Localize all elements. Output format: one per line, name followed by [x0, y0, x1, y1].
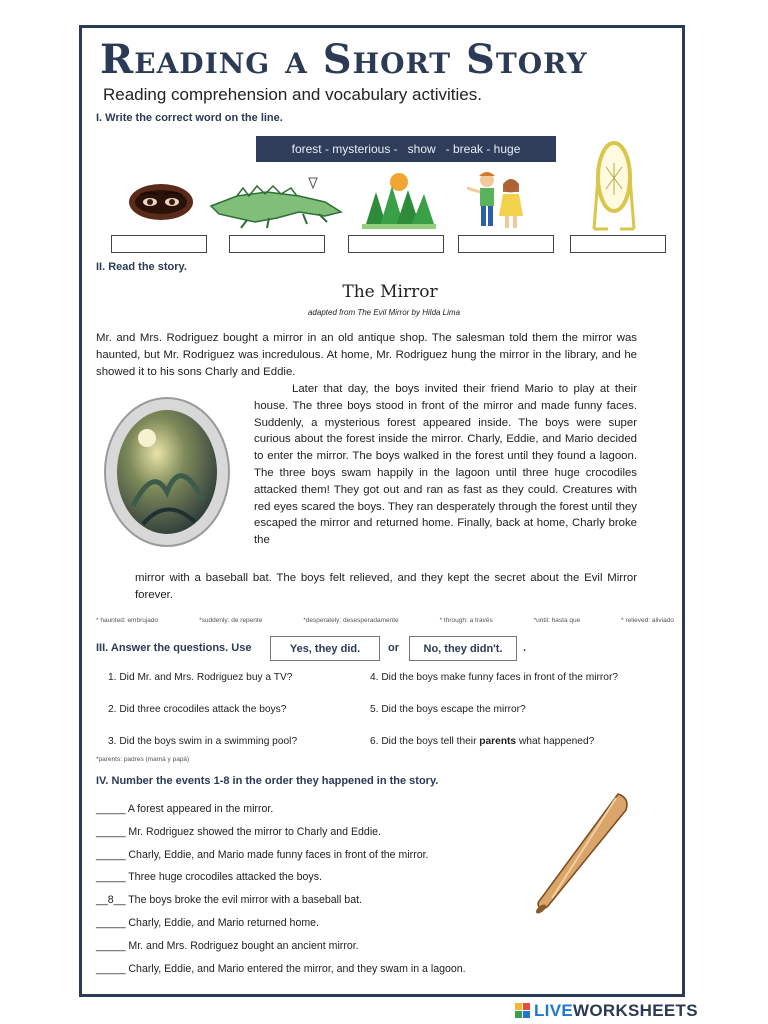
event-item: __8__ The boys broke the evil mirror with a baseball bat.	[96, 894, 362, 906]
eyes-picture	[128, 182, 194, 222]
gloss-item: * relieved: aliviado	[621, 617, 674, 624]
or-label: or	[388, 642, 399, 654]
parents-footnote: *parents: padres (mamá y papá)	[96, 756, 190, 763]
story-source: adapted from The Evil Mirror by Hilda Lima	[307, 308, 461, 317]
children-picture	[465, 170, 531, 232]
glossary	[96, 617, 674, 624]
answer-box-1[interactable]	[111, 235, 207, 253]
event-item: _____ Charly, Eddie, and Mario entered the mirror, and they swam in a lagoon.	[96, 963, 466, 975]
answer-box-3[interactable]	[348, 235, 444, 253]
answer-box-2[interactable]	[229, 235, 325, 253]
question-4: 4. Did the boys make funny faces in front of the mirror?	[370, 672, 619, 683]
answer-chip-no: No, they didn't.	[409, 636, 517, 661]
logo-icon	[515, 1003, 531, 1019]
section4-heading: IV. Number the events 1-8 in the order they happened in the story.	[96, 775, 439, 787]
section3-heading: III. Answer the questions. Use	[96, 642, 252, 654]
answer-box-5[interactable]	[570, 235, 666, 253]
standing-mirror-picture	[588, 137, 640, 233]
baseball-bat-picture	[532, 790, 636, 922]
event-item: _____ A forest appeared in the mirror.	[96, 803, 274, 815]
worksheet-subtitle: Reading comprehension and vocabulary activities.	[103, 85, 482, 104]
liveworksheets-logo	[515, 1000, 698, 1022]
answer-box-4[interactable]	[458, 235, 554, 253]
question-5: 5. Did the boys escape the mirror?	[370, 704, 526, 715]
story-paragraph-1: Mr. and Mrs. Rodriguez bought a mirror in an old antique shop. The salesman told them the mirror was haunted, but Mr. Rodriguez was incredulous. At home, Mr. Rodriguez hung the mirror in the library, and he showed it to his sons Charly and Eddie.	[96, 332, 637, 378]
gloss-item: *until: hasta que	[533, 617, 581, 624]
worksheet-title: Reading a Short Story	[100, 36, 588, 83]
event-item: _____ Mr. and Mrs. Rodriguez bought an ancient mirror.	[96, 940, 359, 952]
question-6: 6. Did the boys tell their parents what happened?	[370, 736, 595, 747]
answer-chip-yes: Yes, they did.	[270, 636, 380, 661]
logo-text: LIVEWORKSHEETS	[534, 1001, 698, 1020]
period-label: .	[523, 642, 527, 654]
event-item: _____ Charly, Eddie, and Mario made funny faces in front of the mirror.	[96, 849, 429, 861]
section2-heading: II. Read the story.	[96, 261, 187, 273]
question-2: 2. Did three crocodiles attack the boys?	[108, 704, 287, 715]
gloss-item: *suddenly: de repente	[199, 617, 263, 624]
gloss-item: * haunted: embrujado	[96, 617, 159, 624]
story-paragraph-3: mirror with a baseball bat. The boys felt relieved, and they kept the secret about the Evil Mirror forever.	[135, 572, 637, 601]
section1-heading: I. Write the correct word on the line.	[96, 112, 283, 124]
crocodile-picture	[207, 172, 345, 230]
gloss-item: * through: a través	[439, 617, 493, 624]
event-item: _____ Charly, Eddie, and Mario returned home.	[96, 917, 319, 929]
question-1: 1. Did Mr. and Mrs. Rodriguez buy a TV?	[108, 672, 293, 683]
word-bank: forest - mysterious - show - break - huge	[256, 136, 556, 162]
story-paragraph-2: Later that day, the boys invited their friend Mario to play at their house. The three boys stood in front of the mirror and made funny faces. Suddenly, a mysterious forest appeared inside. The boys were super curious about the forest inside the mirror. Charly, Eddie, and Mario decided to enter the mirror. The boys walked in the forest until they found a lagoon. The three boys swam happily in the lagoon until three huge crocodiles attacked them! They got out and ran as fast as they could. Creatures with red eyes scared the boys. They ran desperately through the forest until they escaped the mirror and returned home. Finally, back at home, Charly broke the	[254, 383, 637, 547]
event-item: _____ Three huge crocodiles attacked the boys.	[96, 871, 322, 883]
gloss-item: *desperately: desesperadamente	[303, 617, 399, 624]
question-3: 3. Did the boys swim in a swimming pool?	[108, 736, 298, 747]
magic-mirror-picture	[103, 396, 231, 548]
story-title: The Mirror	[342, 282, 438, 302]
event-item: _____ Mr. Rodriguez showed the mirror to Charly and Eddie.	[96, 826, 382, 838]
forest-picture	[362, 170, 436, 230]
